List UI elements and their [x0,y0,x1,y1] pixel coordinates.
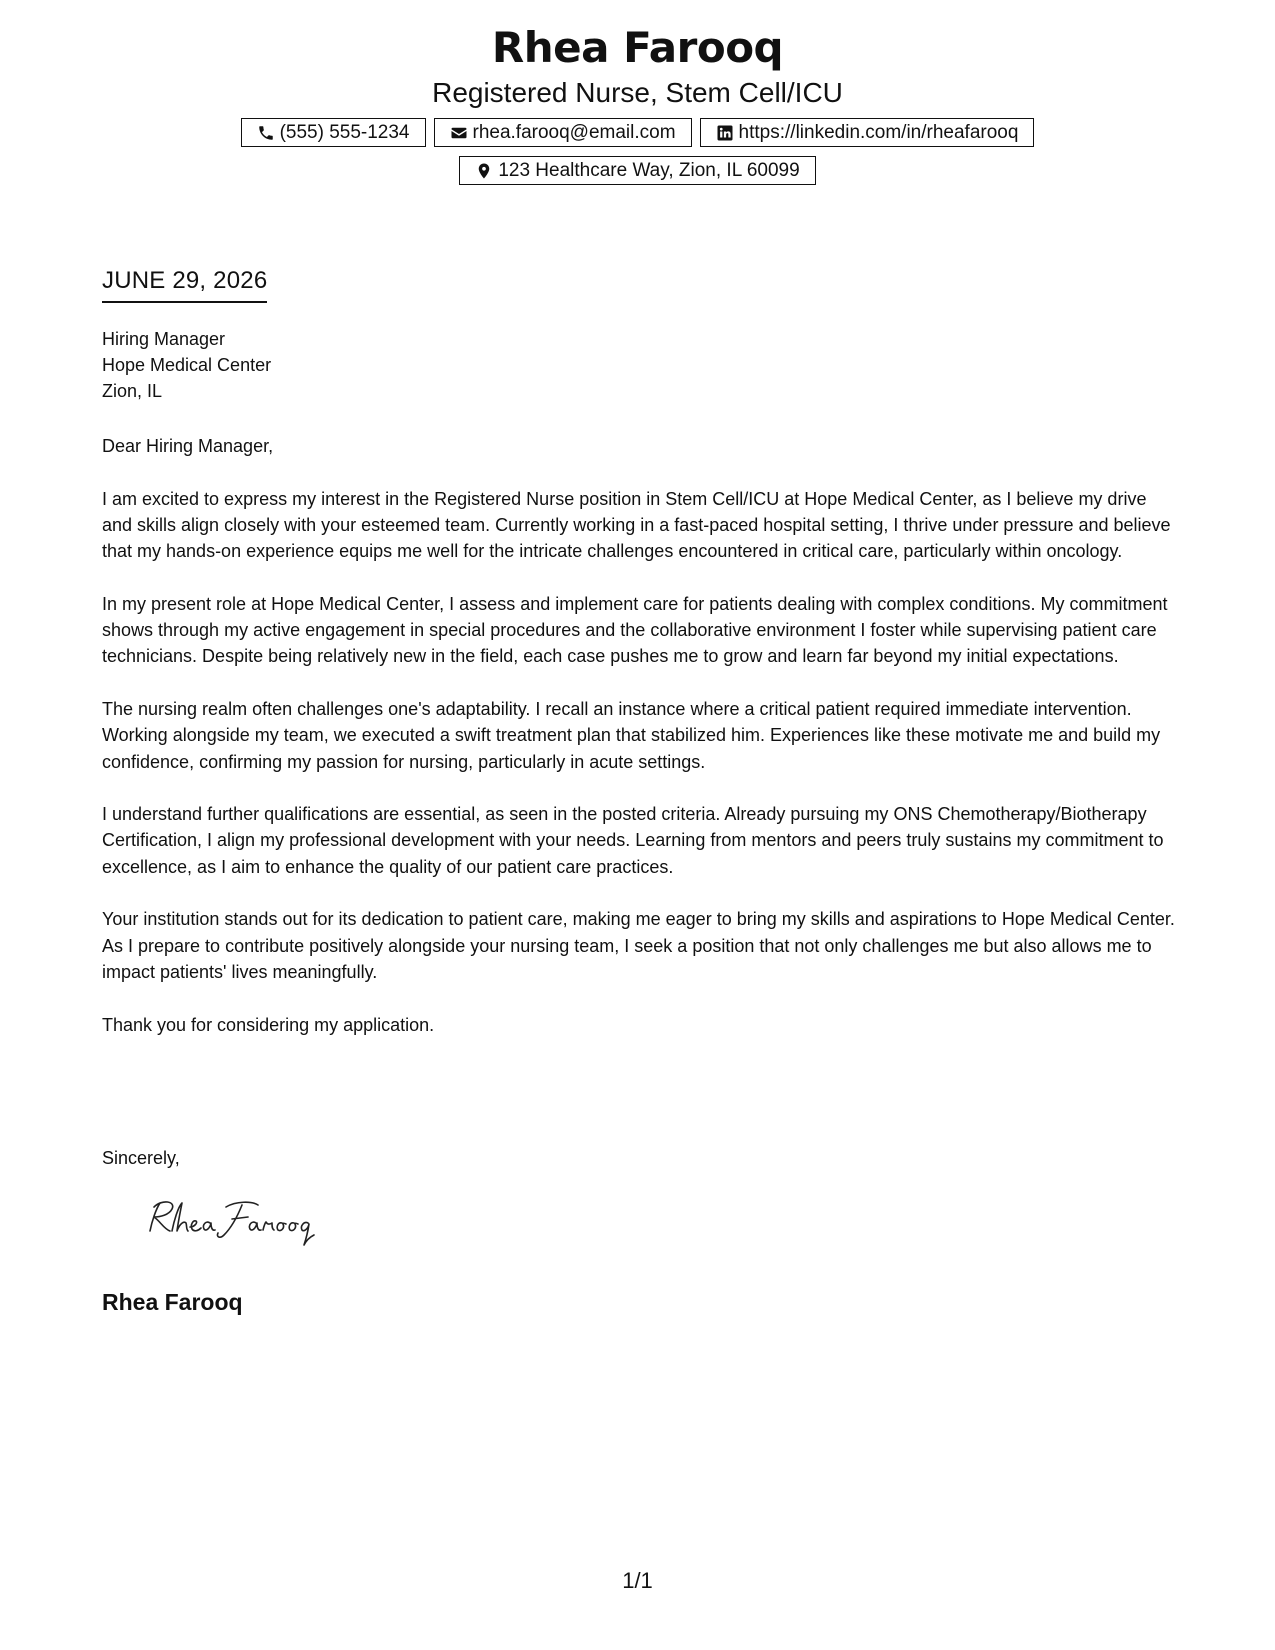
contact-email[interactable] [434,118,692,147]
body-paragraph: I understand further qualifications are essential, as seen in the posted criteria. Already pursuing my ONS Chemotherapy/Biotherapy Certification, I align my professional development with your needs. Learning from mentors and peers truly sustains my commitment to excellence, as I aim to enhance the quality of our patient care practices. [102,804,1164,877]
address-text: 123 Healthcare Way, Zion, IL 60099 [498,159,800,181]
body-paragraph: Your institution stands out for its dedication to patient care, making me eager to bring my skills and aspirations to Hope Medical Center. As I prepare to contribute positively alongside your nursing team, I seek a position that not only challenges me but also allows me to impact patients' lives meaningfully. [102,909,1175,982]
signed-name: Rhea Farooq [102,1289,243,1315]
recipient-line: Hope Medical Center [102,355,272,375]
contact-linkedin[interactable] [700,118,1035,147]
closing: Sincerely, [102,1148,180,1168]
applicant-name: Rhea Farooq [491,23,784,72]
contact-row-primary [0,118,1275,147]
applicant-title: Registered Nurse, Stem Cell/ICU [432,77,843,108]
body-paragraph: In my present role at Hope Medical Center, I assess and implement care for patients dealing with complex conditions. My commitment shows through my active engagement in special procedures and the collaborative environment I foster while supervising patient care technicians. Despite being relatively new in the field, each case pushes me to grow and learn far beyond my initial expectations. [102,593,1168,667]
linkedin-icon [716,124,734,142]
handwritten-signature [140,1195,330,1251]
letter-header [0,20,1275,185]
salutation: Dear Hiring Manager, [102,436,274,456]
map-marker-icon [475,162,493,180]
contact-address[interactable] [459,156,815,185]
recipient-line: Zion, IL [102,381,163,401]
email-text: rhea.farooq@email.com [472,121,676,143]
body-paragraph: Thank you for considering my application. [102,1014,435,1035]
linkedin-text: https://linkedin.com/in/rheafarooq [738,121,1019,143]
page-number: 1/1 [622,1568,653,1593]
phone-text: (555) 555-1234 [279,121,410,143]
letter-body [102,433,1177,1064]
recipient-line: Hiring Manager [102,329,226,349]
body-paragraph: I am excited to express my interest in the Registered Nurse position in Stem Cell/ICU at Hope Medical Center, as I believe my drive and skills align closely with your esteemed team. Currently working in a fast-paced hospital setting, I thrive under pressure and believe that my hands-on experience equips me well for the intricate challenges encountered in critical care, particularly within oncology. [102,488,1171,562]
contact-phone[interactable] [241,118,426,147]
phone-icon [257,124,275,142]
body-paragraph: The nursing realm often challenges one's adaptability. I recall an instance where a critical patient required immediate intervention. Working alongside my team, we executed a swift treatment plan that stabilized him. Experiences like these motivate me and build my confidence, confirming my passion for nursing, particularly in acute settings. [102,698,1161,772]
contact-row-secondary [0,156,1275,185]
recipient-block [102,326,271,404]
letter-date: JUNE 29, 2026 [102,266,267,303]
envelope-icon [450,124,468,142]
